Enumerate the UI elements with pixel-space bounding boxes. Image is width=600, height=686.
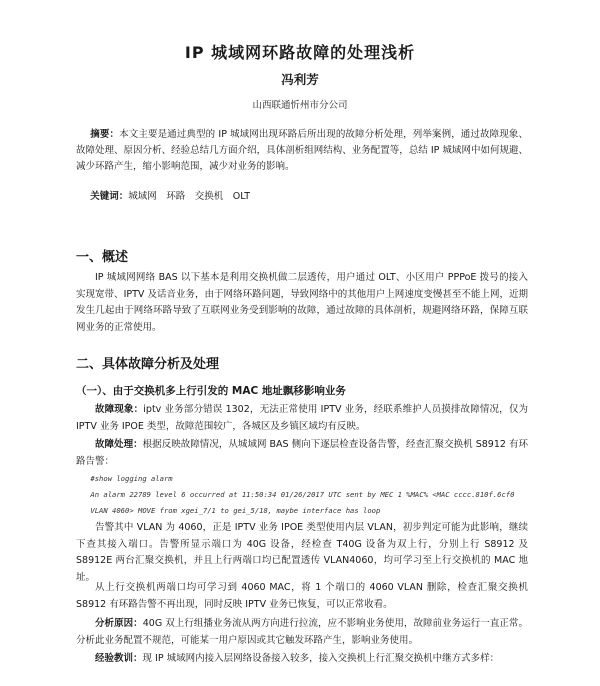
overview-paragraph: IP 城域网网络 BAS 以下基本是利用交换机做二层透传，用户通过 OLT、小区用户 PPPoE 拨号的接入实现宽带、IPTV 及话音业务，由于网络环路问题，导致网络中的其他用户上网速度变慢甚至不能上网，近期发生几起由于网络环路导致了互联网业务受到影响的故障，通过故障的具体剖析，规避网络环路，保障互联网业务的正常使用。 <box>76 272 528 333</box>
fault-handling-paragraph <box>76 437 528 470</box>
author-affiliation: 山西联通忻州市分公司 <box>252 100 348 111</box>
alarm-log <box>76 471 528 519</box>
keywords <box>76 188 528 202</box>
fault-phenomenon-paragraph <box>76 402 528 435</box>
keywords-text: 城域网 环路 交换机 OLT <box>128 191 251 202</box>
keywords-label: 关键词： <box>90 191 129 202</box>
subsection-heading: （一）、由于交换机多上行引发的 MAC 地址飘移影响业务 <box>76 385 346 397</box>
alarm-analysis-paragraph: 告警其中 VLAN 为 4060，正是 IPTV 业务 IPOE 类型使用内层 VLAN，初步判定可能为此影响，继续下查其接入端口。告警所显示端口为 40G 设备，经检查 T40G 设备为双上行，分别上行 S8912 及 S8912E 两台汇聚交换机，并且上行两端口均已配置透传 VLAN4060，均可学习至上行交换机的 MAC 地址。 <box>76 522 528 583</box>
cause-analysis-paragraph <box>76 616 528 649</box>
fault-handling-text: 根据反映故障情况，从城域网 BAS 侧向下逐层检查设备告警，经查汇聚交换机 S8912 有环路告警： <box>76 439 528 467</box>
fault-handling-label: 故障处理： <box>95 439 143 450</box>
paper-title: IP 城域网环路故障的处理浅析 <box>184 43 416 62</box>
section-heading-overview: 一、概述 <box>76 250 129 265</box>
log-line: An alarm 22789 level 6 occurred at 11:50:34 01/26/2017 UTC sent by MEC 1 %MAC% <MAC cccc.810f.6cf0 VLAN 4060> MOVE from xgei_7/1 to gei_5/18, maybe interface has loop <box>90 490 515 515</box>
abstract <box>76 127 528 175</box>
fault-phenomenon-label: 故障现象： <box>95 404 144 415</box>
author-name: 冯利芳 <box>281 72 319 87</box>
abstract-text: 本文主要是通过典型的 IP 城域网出现环路后所出现的故障分析处理，列举案例，通过故障现象、故障处理、原因分析、经验总结几方面介绍，具体剖析组网结构、业务配置等，总结 IP 城域网中如何规避、减少环路产生，缩小影响范围，减少对业务的影响。 <box>76 129 528 172</box>
abstract-label: 摘要： <box>90 129 120 140</box>
lessons-label: 经验教训： <box>95 653 143 664</box>
lessons-text: 现 IP 城域网内接入层网络设备接入较多，接入交换机上行汇聚交换机中继方式多样： <box>142 653 500 664</box>
cause-analysis-label: 分析原因： <box>95 618 143 629</box>
lessons-paragraph <box>76 651 528 668</box>
cause-analysis-text: 40G 双上行组播业务流从两方向进行拉流，应不影响业务使用，故障前业务运行一直正常。分析此业务配置不规范，可能某一用户原因或其它触发环路产生，影响业务使用。 <box>76 618 528 646</box>
section-heading-analysis: 二、具体故障分析及处理 <box>76 357 220 372</box>
fault-phenomenon-text: iptv 业务部分错误 1302，无法正常使用 IPTV 业务，经联系维护人员摸排故障情况，仅为 IPTV 业务 IPOE 类型，故障范围较广，各城区及乡镇区域均有反映。 <box>76 404 528 432</box>
uplink-check-paragraph: 从上行交换机两端口均可学习到 4060 MAC，将 1 个端口的 4060 VLAN 删除，检查汇聚交换机 S8912 有环路告警不再出现，同时反映 IPTV 业务已恢复，可以正常收看。 <box>76 582 528 610</box>
log-line: #show logging alarm <box>90 474 173 483</box>
